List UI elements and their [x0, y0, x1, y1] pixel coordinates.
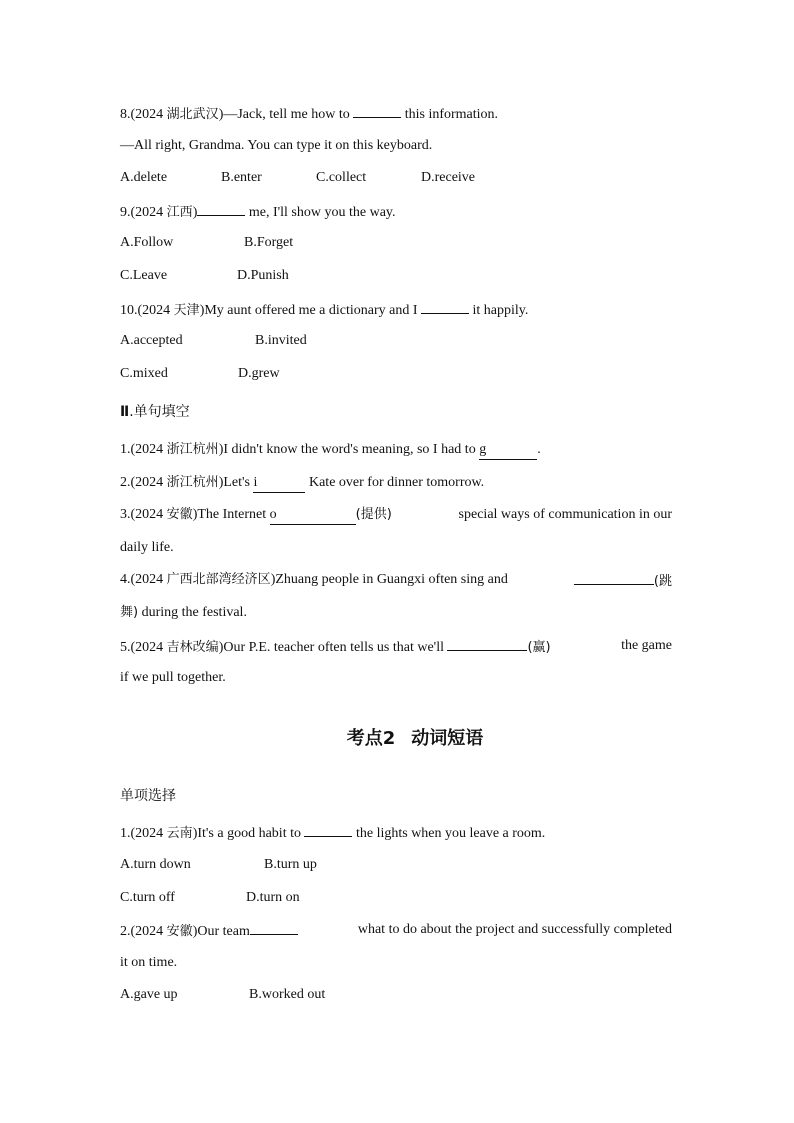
- single-choice-heading: 单项选择: [120, 788, 176, 804]
- answer-blank[interactable]: [353, 104, 401, 118]
- first-letter-hint: g: [479, 442, 487, 457]
- section-title: [0, 724, 794, 750]
- question-text: )—Jack, tell me how to: [218, 107, 354, 122]
- option-d[interactable]: D.turn on: [246, 890, 300, 905]
- fill-question-2: [120, 474, 484, 493]
- source-region: 安徽: [166, 507, 193, 522]
- question-text: .: [537, 442, 541, 457]
- fill-question-5: [120, 637, 672, 657]
- question-text: the game: [621, 638, 672, 653]
- first-letter-hint: o: [269, 507, 277, 522]
- option-d[interactable]: D.receive: [421, 170, 476, 185]
- section-heading: [120, 403, 190, 421]
- question-continuation: if we pull together.: [120, 670, 226, 685]
- option-d[interactable]: D.grew: [238, 366, 280, 381]
- chinese-hint: (跳: [653, 574, 672, 589]
- section-title-text: .单句填空: [129, 404, 190, 420]
- answer-blank[interactable]: [197, 202, 245, 216]
- option-c[interactable]: C.collect: [316, 170, 367, 185]
- question-text: it happily.: [469, 303, 529, 318]
- source-region: 湖北武汉: [166, 107, 219, 122]
- options-row: [120, 267, 289, 285]
- question-text: )Our P.E. teacher often tells us that we'll: [218, 640, 448, 655]
- options-row: [120, 856, 317, 874]
- question-text: ): [192, 205, 198, 220]
- question-text: )It's a good habit to: [192, 826, 305, 841]
- option-a[interactable]: A.accepted: [120, 333, 183, 348]
- question-number: 10.(2024: [120, 303, 174, 318]
- answer-blank[interactable]: [250, 921, 298, 935]
- question-continuation: it on time.: [120, 955, 178, 970]
- answer-blank[interactable]: [479, 441, 537, 460]
- source-region: 安徽: [166, 924, 193, 939]
- answer-blank[interactable]: [304, 823, 352, 837]
- options-row: [120, 332, 307, 350]
- chinese-hint: 舞): [120, 605, 139, 620]
- fill-question-3: [120, 506, 672, 525]
- answer-blank[interactable]: [447, 637, 527, 651]
- chinese-hint: (赢): [527, 640, 551, 655]
- question-number: 3.(2024: [120, 507, 167, 522]
- question-text: )Let's: [218, 475, 254, 490]
- question-number: 1.(2024: [120, 826, 167, 841]
- source-region: 浙江杭州: [166, 442, 219, 457]
- option-b[interactable]: B.enter: [221, 170, 262, 185]
- option-c[interactable]: C.turn off: [120, 890, 175, 905]
- chinese-hint: (提供): [355, 507, 392, 522]
- question-text: special ways of communication in our: [458, 507, 672, 522]
- question-10: [120, 300, 528, 320]
- answer-blank[interactable]: [253, 474, 305, 493]
- options-row: [120, 169, 475, 187]
- question-number: 2.(2024: [120, 475, 167, 490]
- option-b[interactable]: B.turn up: [264, 857, 317, 872]
- option-b[interactable]: B.worked out: [249, 987, 326, 1002]
- section-numeral: Ⅱ: [120, 404, 130, 420]
- source-region: 吉林改编: [166, 640, 219, 655]
- question-continuation: daily life.: [120, 540, 174, 555]
- section-name: 动词短语: [411, 728, 484, 749]
- question-number: 8.(2024: [120, 107, 167, 122]
- question-text: )Our team: [192, 924, 250, 939]
- options-row: [120, 365, 280, 383]
- option-d[interactable]: D.Punish: [237, 268, 289, 283]
- options-row: [120, 889, 300, 907]
- option-b[interactable]: B.Forget: [244, 235, 294, 250]
- option-a[interactable]: A.delete: [120, 170, 168, 185]
- question-text: )Zhuang people in Guangxi often sing and: [270, 572, 508, 587]
- answer-blank[interactable]: [270, 506, 356, 525]
- option-c[interactable]: C.Leave: [120, 268, 168, 283]
- source-region: 浙江杭州: [166, 475, 219, 490]
- question-text: )The Internet: [192, 507, 270, 522]
- answer-blank[interactable]: [421, 300, 469, 314]
- question-continuation: [120, 604, 247, 622]
- source-region: 广西北部湾经济区: [166, 572, 271, 587]
- phrase-question-2: [120, 921, 672, 941]
- option-a[interactable]: A.turn down: [120, 857, 191, 872]
- dialogue-reply: —All right, Grandma. You can type it on this keyboard.: [120, 138, 433, 153]
- source-region: 天津: [173, 303, 200, 318]
- question-number: 5.(2024: [120, 640, 167, 655]
- options-row: [120, 986, 325, 1004]
- question-8: [120, 104, 498, 124]
- section-label: 考点2: [346, 728, 396, 749]
- source-region: 云南: [166, 826, 193, 841]
- option-a[interactable]: A.Follow: [120, 235, 174, 250]
- source-region: 江西: [166, 205, 193, 220]
- first-letter-hint: i: [253, 475, 258, 490]
- question-9: [120, 202, 396, 222]
- fill-question-4: [120, 571, 672, 591]
- answer-blank[interactable]: [574, 571, 654, 585]
- fill-question-1: [120, 441, 541, 460]
- question-text: me, I'll show you the way.: [245, 205, 396, 220]
- question-text: Kate over for dinner tomorrow.: [305, 475, 485, 490]
- question-number: 1.(2024: [120, 442, 167, 457]
- option-b[interactable]: B.invited: [255, 333, 307, 348]
- question-text: the lights when you leave a room.: [352, 826, 546, 841]
- question-number: 2.(2024: [120, 924, 167, 939]
- phrase-question-1: [120, 823, 545, 843]
- question-text: what to do about the project and successfully completed: [357, 922, 672, 937]
- question-number: 4.(2024: [120, 572, 167, 587]
- question-text: )My aunt offered me a dictionary and I: [199, 303, 422, 318]
- option-c[interactable]: C.mixed: [120, 366, 168, 381]
- question-text: during the festival.: [138, 605, 247, 620]
- option-a[interactable]: A.gave up: [120, 987, 178, 1002]
- options-row: [120, 234, 293, 252]
- question-text: this information.: [401, 107, 499, 122]
- question-text: )I didn't know the word's meaning, so I had to: [218, 442, 480, 457]
- question-number: 9.(2024: [120, 205, 167, 220]
